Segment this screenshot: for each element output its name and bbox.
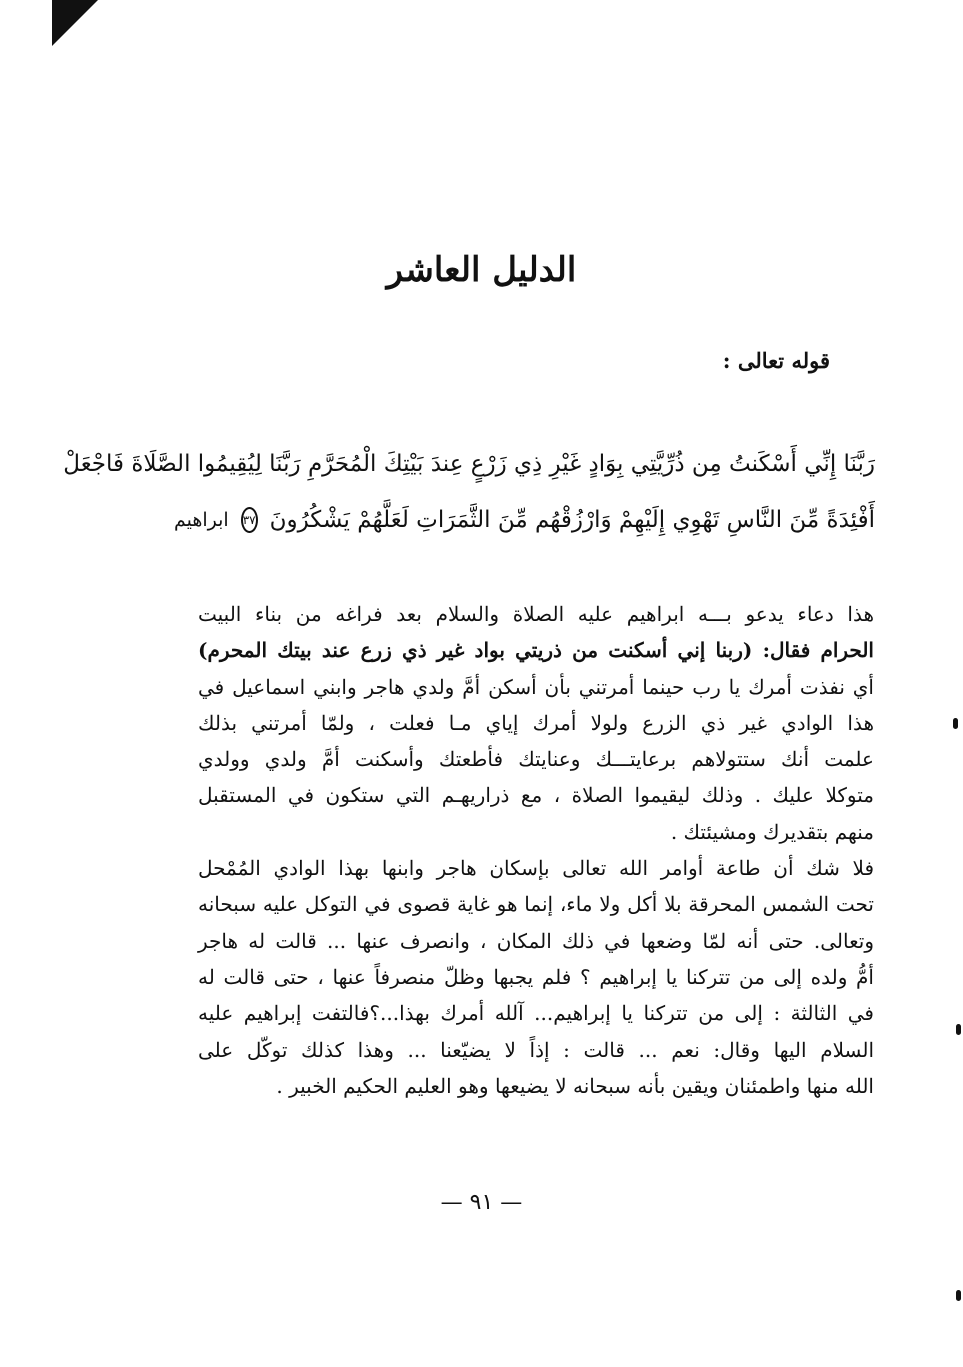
paragraph-1-line: متوكلا عليك . وذلك ليقيموا الصلاة ، مع ذراريهـم التي ستكون في المستقبل <box>198 783 874 808</box>
body-text <box>198 596 874 1104</box>
intro-text: قوله تعالى : <box>722 348 830 373</box>
paragraph-2-line: وتعالى. حتى أنه لمّا وضعها في ذلك المكان ، وانصرف عنها ... قالت له هاجر <box>198 928 874 953</box>
paragraph-2-line: الله منها واطمئنان ويقين بأنه سبحانه لا يضيعها وهو العليم الحكيم الخبير . <box>276 1073 874 1098</box>
paragraph-2-line: أمُّ ولده إلى من تتركنا يا إبراهيم ؟ فلم يجبها وظلّ منصرفاً عنها ، حتى قالت له <box>198 964 874 989</box>
paragraph-1-line: هذا الوادي غير ذي الزرع ولولا أمرك إياي مـا فعلت ، ولمّا أمرتني بذلك <box>198 710 874 735</box>
paragraph-1-line: منهم بتقديرك ومشيئتك . <box>670 819 874 844</box>
verse-line-2 <box>173 492 875 548</box>
margin-mark <box>956 1024 961 1035</box>
surah-reference: ابراهيم <box>173 509 229 531</box>
margin-mark <box>953 718 958 729</box>
margin-mark <box>956 1290 961 1301</box>
quran-verse <box>63 436 875 548</box>
paragraph-1-line: علمت أنك ستتولاهم برعايتـــك وعنايتك فأطعتك وأسكنت أمَّ ولدي وولدي <box>198 747 874 772</box>
paragraph-1-line: الحرام فقال: (ربنا إني أسكنت من ذريتي بواد غير ذي زرع عند بيتك المحرم) <box>198 638 874 663</box>
page-corner-mark <box>52 0 98 46</box>
verse-number-mark: ٣٧ <box>241 507 258 533</box>
paragraph-2-line: تحت الشمس المحرقة بلا أكل ولا ماء، إنما هو غاية قصوى في التوكل عليه سبحانه <box>198 892 874 917</box>
paragraph-2-line: فلا شك أن طاعة أوامر الله تعالى بإسكان هاجر وابنها بهذا الوادي المُمْحل <box>198 856 874 881</box>
verse-line-2-text: أَفْئِدَةً مِّنَ النَّاسِ تَهْوِي إِلَيْهِمْ وَارْزُقْهُم مِّنَ الثَّمَرَاتِ لَعَلَّهُمْ يَشْكُرُونَ <box>269 507 875 533</box>
paragraph-2-line: السلام اليها وقال: نعم ... قالت : إذاً لا يضيّعنا ... وهذا كذلك توكّل على <box>198 1037 874 1062</box>
page-number: — ٩١ — <box>440 1190 523 1215</box>
paragraph-1-line: هذا دعاء يدعو بـــه ابراهيم عليه الصلاة والسلام بعد فراغه من بناء البيت <box>198 602 874 626</box>
verse-line-1: رَبَّنَا إِنِّي أَسْكَنتُ مِن ذُرِّيَّتِي بِوَادٍ غَيْرِ ذِي زَرْعٍ عِندَ بَيْتِكَ الْمُحَرَّمِ رَبَّنَا لِيُقِيمُوا الصَّلَاةَ فَاجْعَلْ <box>63 451 875 477</box>
paragraph-2-line: في الثالثة : إلى من تتركنا يا إبراهيم... آلله أمرك بهذا...؟فالتفت إبراهيم عليه <box>198 1001 874 1026</box>
page-title: الدليل العاشر <box>386 250 577 290</box>
paragraph-1-line: أي نفذت أمرك يا رب حينما أمرتني بأن أسكن أمَّ ولدي هاجر وابني اسماعيل في <box>198 674 874 699</box>
